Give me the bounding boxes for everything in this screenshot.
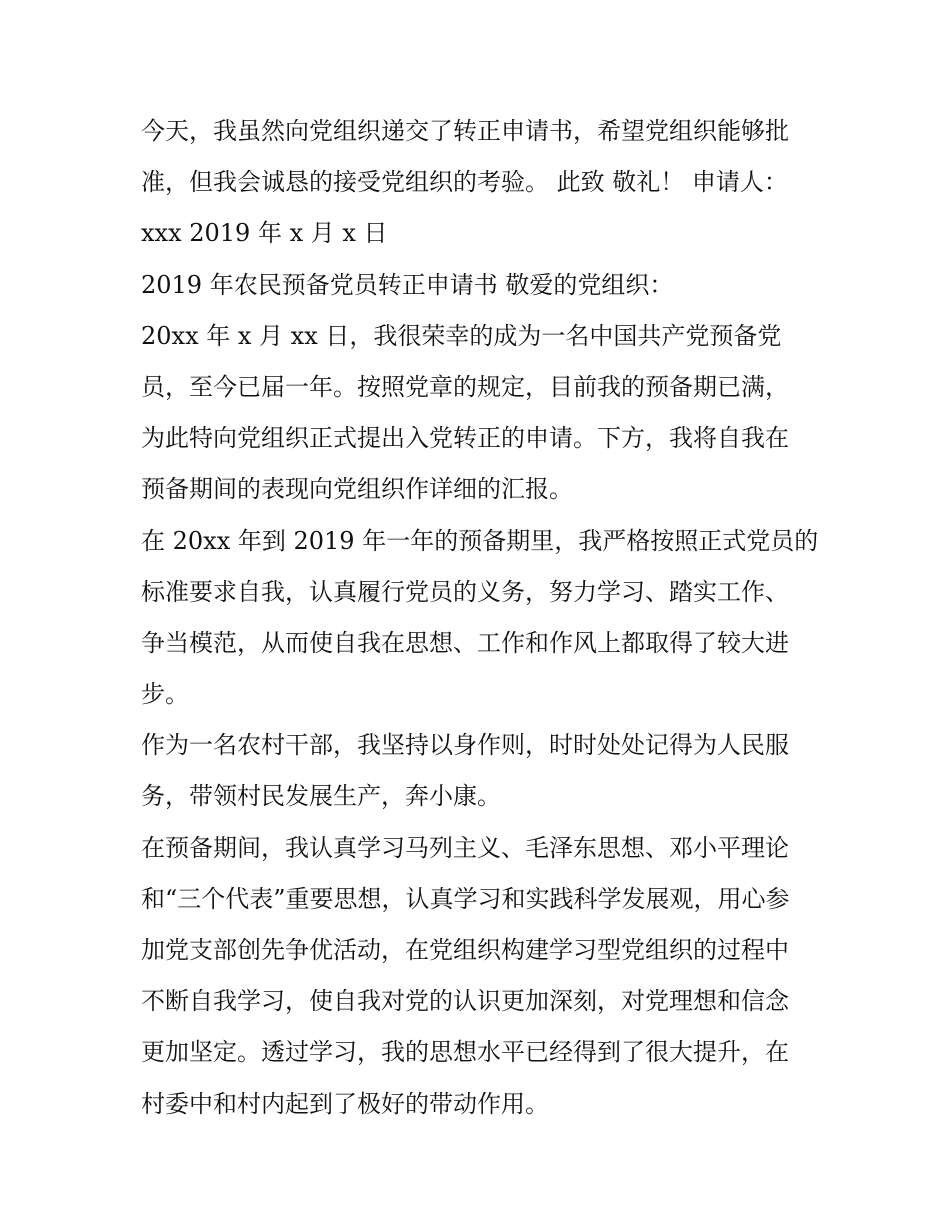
text-line: 今天，我虽然向党组织递交了转正申请书，希望党组织能够批	[141, 117, 789, 145]
text-line: 在预备期间，我认真学习马列主义、毛泽东思想、邓小平理论	[141, 833, 789, 862]
text-line: 步。	[141, 680, 189, 709]
text-line: 争当模范，从而使自我在思想、工作和作风上都取得了较大进	[141, 628, 789, 657]
text-line: 村委中和村内起到了极好的带动作用。	[141, 1089, 549, 1118]
text-line: 在 20xx 年到 2019 年一年的预备期里，我严格按照正式党员的	[141, 526, 819, 555]
text-line: xxx 2019 年 x 月 x 日	[141, 219, 388, 248]
text-line: 不断自我学习，使自我对党的认识更加深刻，对党理想和信念	[141, 987, 789, 1016]
text-line: 预备期间的表现向党组织作详细的汇报。	[141, 475, 573, 504]
text-line: 务，带领村民发展生产，奔小康。	[141, 782, 501, 811]
text-line: 20xx 年 x 月 xx 日，我很荣幸的成为一名中国共产党预备党	[141, 321, 782, 350]
text-line: 加党支部创先争优活动，在党组织构建学习型党组织的过程中	[141, 936, 789, 964]
text-line: 作为一名农村干部，我坚持以身作则，时时处处记得为人民服	[141, 731, 789, 760]
text-line: 员，至今已届一年。按照党章的规定，目前我的预备期已满，	[141, 372, 789, 401]
text-line: 准，但我会诚恳的接受党组织的考验。 此致 敬礼！ 申请人：	[141, 168, 788, 197]
document-body	[141, 106, 819, 1130]
text-line: 标准要求自我，认真履行党员的义务，努力学习、踏实工作、	[141, 577, 789, 606]
text-line: 和“三个代表”重要思想，认真学习和实践科学发展观，用心参	[141, 884, 790, 913]
text-line: 2019 年农民预备党员转正申请书 敬爱的党组织：	[141, 270, 674, 299]
text-line: 为此特向党组织正式提出入党转正的申请。下方，我将自我在	[141, 424, 789, 453]
text-line: 更加坚定。透过学习，我的思想水平已经得到了很大提升，在	[141, 1038, 789, 1067]
